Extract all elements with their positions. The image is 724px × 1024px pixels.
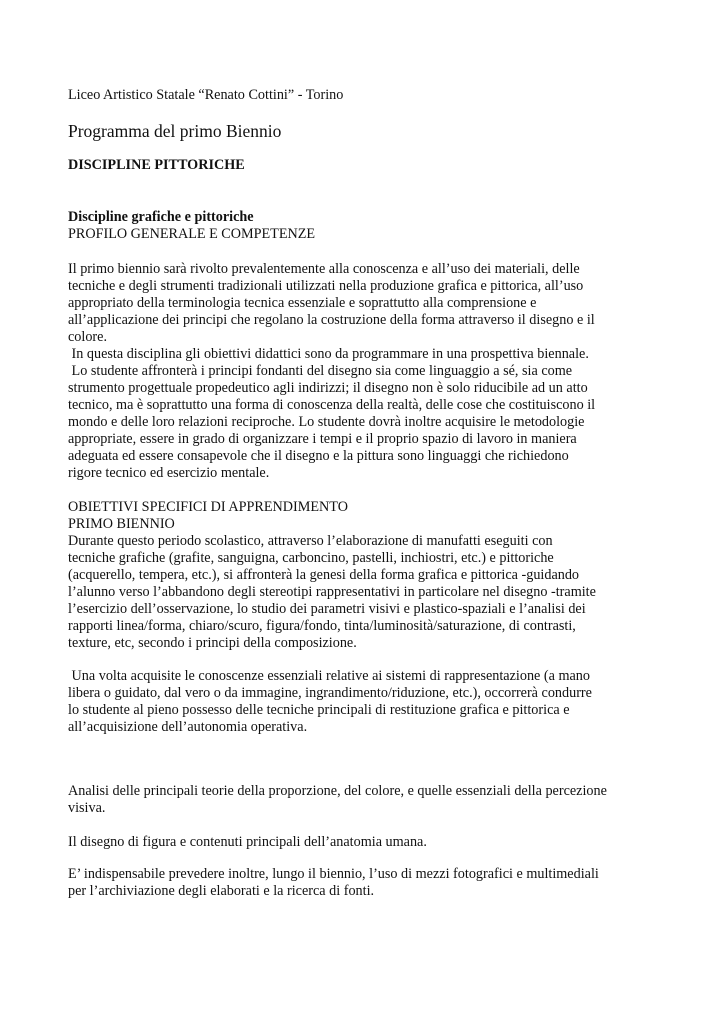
paragraph-line: tecniche e degli strumenti tradizionali utilizzati nella produzione grafica e pittorica, all’uso [68, 278, 584, 294]
paragraph-line: libera o guidato, dal vero o da immagine, ingrandimento/riduzione, etc.), occorrerà condurre [68, 685, 592, 701]
paragraph-line: In questa disciplina gli obiettivi didattici sono da programmare in una prospettiva biennale. [68, 346, 589, 362]
school-header: Liceo Artistico Statale “Renato Cottini” - Torino [68, 87, 344, 103]
subject-title: Discipline grafiche e pittoriche [68, 209, 254, 225]
paragraph-line: Lo studente affronterà i principi fondanti del disegno sia come linguaggio a sé, sia come [68, 363, 573, 379]
subject-subtitle: PROFILO GENERALE E COMPETENZE [68, 226, 316, 242]
paragraph-line: colore. [68, 329, 107, 345]
paragraph-line: texture, etc, secondo i principi della composizione. [68, 635, 357, 651]
paragraph-line: lo studente al pieno possesso delle tecniche principali di restituzione grafica e pittorica e [68, 702, 570, 718]
paragraph-line: all’applicazione dei principi che regolano la costruzione della forma attraverso il disegno e il [68, 312, 595, 328]
paragraph-line: Una volta acquisite le conoscenze essenziali relative ai sistemi di rappresentazione (a mano [68, 668, 590, 684]
paragraph-line: mondo e delle loro relazioni reciproche. Lo studente dovrà inoltre acquisire le metodologie [68, 414, 585, 430]
paragraph-line: tecniche grafiche (grafite, sanguigna, carboncino, pastelli, inchiostri, etc.) e pittoriche [68, 550, 554, 566]
paragraph-line: rapporti linea/forma, chiaro/scuro, figura/fondo, tinta/luminosità/saturazione, di contrasti, [68, 618, 576, 634]
objectives-subheading: PRIMO BIENNIO [68, 516, 175, 532]
paragraph-line: l’alunno verso l’abbandono degli stereotipi rappresentativi in particolare nel disegno -tramite [68, 584, 596, 600]
paragraph-line: all’acquisizione dell’autonomia operativa. [68, 719, 308, 735]
paragraph-line: l’esercizio dell’osservazione, lo studio dei parametri visivi e plastico-spaziali e l’analisi dei [68, 601, 586, 617]
paragraph-line: appropriato della terminologia tecnica essenziale e soprattutto alla comprensione e [68, 295, 537, 311]
section-title: DISCIPLINE PITTORICHE [68, 157, 245, 173]
paragraph-line: appropriate, essere in grado di organizzare i tempi e il proprio spazio di lavoro in maniera [68, 431, 577, 447]
paragraph-line: strumento progettuale propedeutico agli indirizzi; il disegno non è solo riducibile ad un atto [68, 380, 588, 396]
paragraph-line: (acquerello, tempera, etc.), si affronterà la genesi della forma grafica e pittorica -guidando [68, 567, 580, 583]
paragraph-line: rigore tecnico ed esercizio mentale. [68, 465, 270, 481]
paragraph-line: Analisi delle principali teorie della proporzione, del colore, e quelle essenziali della percezione [68, 783, 607, 799]
paragraph-line: E’ indispensabile prevedere inoltre, lungo il biennio, l’uso di mezzi fotografici e multimediali [68, 866, 599, 882]
objectives-heading: OBIETTIVI SPECIFICI DI APPRENDIMENTO [68, 499, 348, 515]
paragraph-line: Il primo biennio sarà rivolto prevalentemente alla conoscenza e all’uso dei materiali, delle [68, 261, 580, 277]
paragraph-line: per l’archiviazione degli elaborati e la ricerca di fonti. [68, 883, 375, 899]
paragraph-line: tecnico, ma è soprattutto una forma di conoscenza della realtà, delle cose che costituiscono il [68, 397, 596, 413]
paragraph-line: visiva. [68, 800, 106, 816]
paragraph-line: Durante questo periodo scolastico, attraverso l’elaborazione di manufatti eseguiti con [68, 533, 553, 549]
paragraph-line: adeguata ed essere consapevole che il disegno e la pittura sono linguaggi che richiedono [68, 448, 569, 464]
document-title: Programma del primo Biennio [68, 121, 282, 141]
paragraph-line: Il disegno di figura e contenuti principali dell’anatomia umana. [68, 834, 427, 850]
